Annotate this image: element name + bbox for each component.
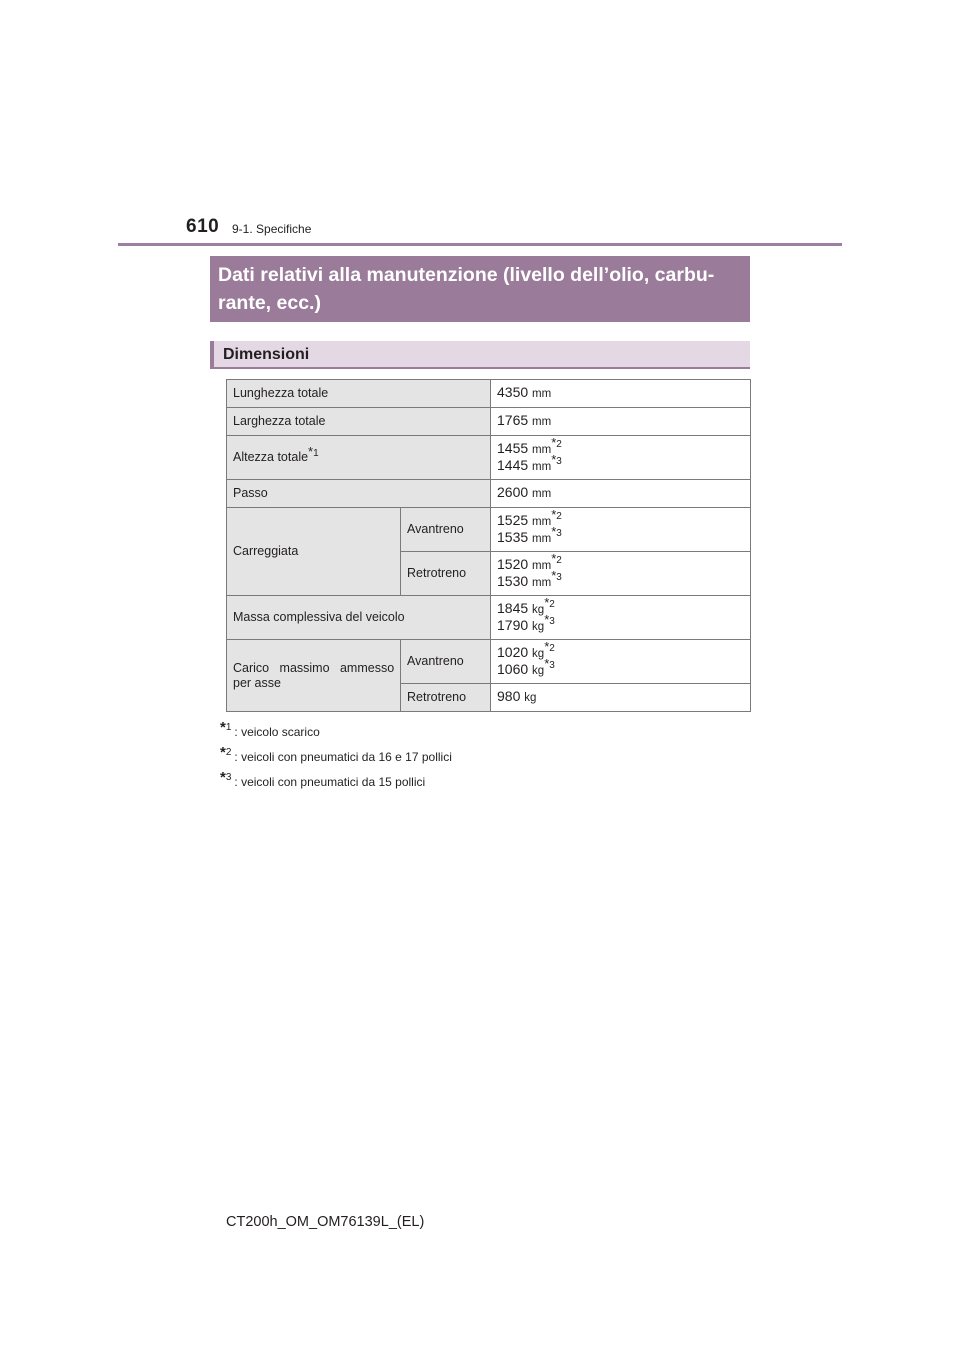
page-number: 610 bbox=[186, 216, 220, 237]
footnote-2: *$^2$ : veicoli con pneumatici da 16 e 17 pollici bbox=[220, 744, 452, 764]
track-rear-label: Retrotreno bbox=[401, 552, 491, 596]
table-row-axle-front bbox=[227, 640, 751, 684]
height-label: Altezza totale$^{*1}$ bbox=[227, 436, 491, 480]
axle-rear-value: 980 kg bbox=[491, 684, 751, 712]
track-front-label: Avantreno bbox=[401, 508, 491, 552]
length-label: Lunghezza totale bbox=[227, 380, 491, 408]
axle-load-label: Carico massimo ammesso per asse bbox=[227, 640, 401, 712]
document-id: CT200h_OM_OM76139L_(EL) bbox=[226, 1214, 425, 1230]
footnote-3: *$^3$ : veicoli con pneumatici da 15 pollici bbox=[220, 769, 426, 789]
gross-mass-label: Massa complessiva del veicolo bbox=[227, 596, 491, 640]
table-row-track-front bbox=[227, 508, 751, 552]
track-rear-value: 1520 $mm^{*2}$ 1530 $mm^{*3}$ bbox=[491, 552, 751, 596]
header-divider bbox=[118, 243, 842, 246]
length-value: 4350 mm bbox=[491, 380, 751, 408]
table-row-gross-mass bbox=[227, 596, 751, 640]
width-label: Larghezza totale bbox=[227, 408, 491, 436]
wheelbase-label: Passo bbox=[227, 480, 491, 508]
table-row-width bbox=[227, 408, 751, 436]
axle-rear-label: Retrotreno bbox=[401, 684, 491, 712]
width-value: 1765 mm bbox=[491, 408, 751, 436]
footnotes bbox=[220, 718, 452, 793]
gross-mass-value: 1845 $kg^{*2}$ 1790 $kg^{*3}$ bbox=[491, 596, 751, 640]
section-banner-line-1: Dati relativi alla manutenzione (livello dell’olio, carbu- bbox=[218, 264, 715, 286]
table-row-length bbox=[227, 380, 751, 408]
section-banner bbox=[210, 256, 750, 322]
table-row-wheelbase bbox=[227, 480, 751, 508]
height-value: 1455 $mm^{*2}$ 1445 $mm^{*3}$ bbox=[491, 436, 751, 480]
dimensions-table bbox=[226, 379, 751, 712]
track-front-value: 1525 $mm^{*2}$ 1535 $mm^{*3}$ bbox=[491, 508, 751, 552]
track-label: Carreggiata bbox=[227, 508, 401, 596]
axle-front-label: Avantreno bbox=[401, 640, 491, 684]
section-reference: 9-1. Specifiche bbox=[232, 222, 312, 236]
footnote-1: *$^1$ : veicolo scarico bbox=[220, 719, 320, 739]
wheelbase-value: 2600 mm bbox=[491, 480, 751, 508]
table-row-height bbox=[227, 436, 751, 480]
axle-front-value: 1020 $kg^{*2}$ 1060 $kg^{*3}$ bbox=[491, 640, 751, 684]
section-banner-line-2: rante, ecc.) bbox=[218, 292, 321, 314]
subsection-title: Dimensioni bbox=[210, 341, 750, 369]
footnote-marker: *1 bbox=[308, 443, 319, 459]
